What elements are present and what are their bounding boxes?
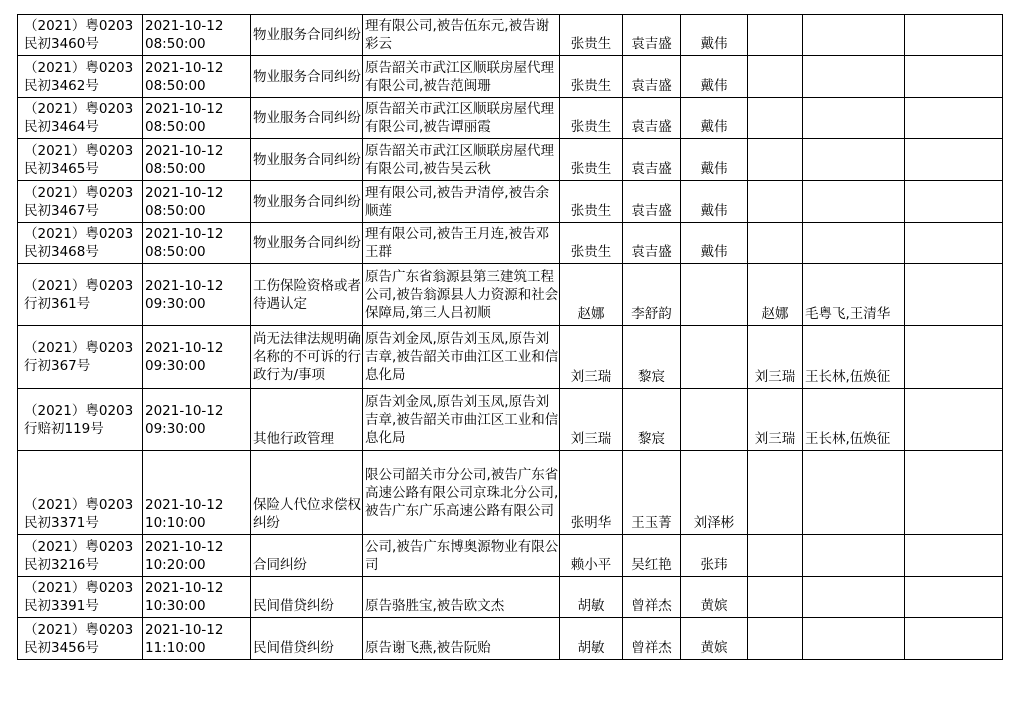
- judge-cell: 张贵生: [560, 56, 623, 98]
- extra-cell-2: 毛粤飞,王清华: [803, 264, 905, 326]
- table-row: [18, 389, 1003, 451]
- case-cause-cell: 保险人代位求偿权纠纷: [251, 451, 363, 535]
- judge-cell: 赵娜: [560, 264, 623, 326]
- hearing-time-cell: 2021-10-12 08:50:00: [143, 56, 251, 98]
- extra-cell-1: 刘三瑞: [748, 389, 803, 451]
- case-cause-cell: 物业服务合同纠纷: [251, 181, 363, 223]
- judge-cell: 张贵生: [560, 98, 623, 139]
- juror-cell: 李舒韵: [623, 264, 681, 326]
- juror-cell: 黎宸: [623, 326, 681, 389]
- table-row: [18, 264, 1003, 326]
- parties-cell: 公司,被告广东博奥源物业有限公司: [363, 535, 560, 577]
- parties-cell: 原告韶关市武江区顺联房屋代理有限公司,被告吴云秋: [363, 139, 560, 181]
- juror-cell: 吴红艳: [623, 535, 681, 577]
- extra-cell-3: [905, 15, 1003, 56]
- extra-cell-3: [905, 618, 1003, 660]
- clerk-cell: [681, 389, 748, 451]
- extra-cell-2: [803, 139, 905, 181]
- juror-cell: 曾祥杰: [623, 577, 681, 618]
- juror-cell: 曾祥杰: [623, 618, 681, 660]
- extra-cell-3: [905, 98, 1003, 139]
- juror-cell: 袁吉盛: [623, 223, 681, 264]
- hearing-time-cell: 2021-10-12 10:30:00: [143, 577, 251, 618]
- case-number-cell: （2021）粤0203 行赔初119号: [18, 389, 143, 451]
- parties-cell: 原告韶关市武江区顺联房屋代理有限公司,被告谭丽霞: [363, 98, 560, 139]
- case-number-cell: （2021）粤0203 行初367号: [18, 326, 143, 389]
- hearing-time-cell: 2021-10-12 10:10:00: [143, 451, 251, 535]
- hearing-time-cell: 2021-10-12 08:50:00: [143, 223, 251, 264]
- case-cause-cell: 物业服务合同纠纷: [251, 98, 363, 139]
- extra-cell-1: [748, 618, 803, 660]
- extra-cell-1: [748, 181, 803, 223]
- table-row: [18, 181, 1003, 223]
- extra-cell-2: [803, 618, 905, 660]
- extra-cell-1: [748, 139, 803, 181]
- clerk-cell: 戴伟: [681, 223, 748, 264]
- extra-cell-2: 王长林,伍焕征: [803, 326, 905, 389]
- juror-cell: 黎宸: [623, 389, 681, 451]
- hearing-time-cell: 2021-10-12 10:20:00: [143, 535, 251, 577]
- parties-cell: 理有限公司,被告伍东元,被告谢彩云: [363, 15, 560, 56]
- extra-cell-1: [748, 223, 803, 264]
- clerk-cell: 刘泽彬: [681, 451, 748, 535]
- extra-cell-3: [905, 56, 1003, 98]
- extra-cell-3: [905, 223, 1003, 264]
- clerk-cell: 黄嫔: [681, 577, 748, 618]
- hearing-schedule-table: [17, 14, 1003, 660]
- hearing-time-cell: 2021-10-12 08:50:00: [143, 181, 251, 223]
- judge-cell: 张贵生: [560, 139, 623, 181]
- case-number-cell: （2021）粤0203 民初3371号: [18, 451, 143, 535]
- clerk-cell: 张玮: [681, 535, 748, 577]
- extra-cell-3: [905, 326, 1003, 389]
- table-row: [18, 15, 1003, 56]
- juror-cell: 袁吉盛: [623, 181, 681, 223]
- extra-cell-1: [748, 15, 803, 56]
- hearing-time-cell: 2021-10-12 08:50:00: [143, 98, 251, 139]
- hearing-time-cell: 2021-10-12 08:50:00: [143, 15, 251, 56]
- parties-cell: 原告广东省翁源县第三建筑工程公司,被告翁源县人力资源和社会保障局,第三人吕初顺: [363, 264, 560, 326]
- extra-cell-3: [905, 535, 1003, 577]
- case-number-cell: （2021）粤0203 民初3465号: [18, 139, 143, 181]
- case-cause-cell: 其他行政管理: [251, 389, 363, 451]
- extra-cell-3: [905, 577, 1003, 618]
- parties-cell: 原告刘金凤,原告刘玉凤,原告刘吉章,被告韶关市曲江区工业和信息化局: [363, 326, 560, 389]
- parties-cell: 理有限公司,被告尹清停,被告余顺莲: [363, 181, 560, 223]
- table-row: [18, 577, 1003, 618]
- case-cause-cell: 物业服务合同纠纷: [251, 223, 363, 264]
- table-row: [18, 326, 1003, 389]
- extra-cell-2: [803, 577, 905, 618]
- extra-cell-2: 王长林,伍焕征: [803, 389, 905, 451]
- juror-cell: 王玉菁: [623, 451, 681, 535]
- parties-cell: 原告骆胜宝,被告欧文杰: [363, 577, 560, 618]
- case-number-cell: （2021）粤0203 民初3462号: [18, 56, 143, 98]
- case-cause-cell: 物业服务合同纠纷: [251, 56, 363, 98]
- judge-cell: 张贵生: [560, 223, 623, 264]
- table-row: [18, 535, 1003, 577]
- juror-cell: 袁吉盛: [623, 15, 681, 56]
- case-number-cell: （2021）粤0203 民初3460号: [18, 15, 143, 56]
- parties-cell: 原告刘金凤,原告刘玉凤,原告刘吉章,被告韶关市曲江区工业和信息化局: [363, 389, 560, 451]
- clerk-cell: 戴伟: [681, 98, 748, 139]
- judge-cell: 张贵生: [560, 15, 623, 56]
- case-number-cell: （2021）粤0203 民初3391号: [18, 577, 143, 618]
- clerk-cell: 戴伟: [681, 15, 748, 56]
- table-row: [18, 56, 1003, 98]
- extra-cell-1: 赵娜: [748, 264, 803, 326]
- judge-cell: 赖小平: [560, 535, 623, 577]
- case-number-cell: （2021）粤0203 民初3216号: [18, 535, 143, 577]
- case-number-cell: （2021）粤0203 民初3464号: [18, 98, 143, 139]
- hearing-time-cell: 2021-10-12 09:30:00: [143, 264, 251, 326]
- extra-cell-2: [803, 98, 905, 139]
- table-row: [18, 223, 1003, 264]
- case-cause-cell: 物业服务合同纠纷: [251, 15, 363, 56]
- case-number-cell: （2021）粤0203 行初361号: [18, 264, 143, 326]
- clerk-cell: [681, 264, 748, 326]
- hearing-time-cell: 2021-10-12 09:30:00: [143, 326, 251, 389]
- case-cause-cell: 民间借贷纠纷: [251, 577, 363, 618]
- judge-cell: 刘三瑞: [560, 389, 623, 451]
- extra-cell-1: [748, 577, 803, 618]
- extra-cell-2: [803, 223, 905, 264]
- extra-cell-1: 刘三瑞: [748, 326, 803, 389]
- clerk-cell: 戴伟: [681, 181, 748, 223]
- extra-cell-3: [905, 181, 1003, 223]
- case-cause-cell: 尚无法律法规明确名称的不可诉的行政行为/事项: [251, 326, 363, 389]
- case-cause-cell: 合同纠纷: [251, 535, 363, 577]
- hearing-time-cell: 2021-10-12 11:10:00: [143, 618, 251, 660]
- judge-cell: 张明华: [560, 451, 623, 535]
- judge-cell: 胡敏: [560, 577, 623, 618]
- hearing-time-cell: 2021-10-12 09:30:00: [143, 389, 251, 451]
- table-row: [18, 98, 1003, 139]
- clerk-cell: 戴伟: [681, 139, 748, 181]
- juror-cell: 袁吉盛: [623, 98, 681, 139]
- table-row: [18, 139, 1003, 181]
- judge-cell: 张贵生: [560, 181, 623, 223]
- extra-cell-2: [803, 181, 905, 223]
- table-row: [18, 451, 1003, 535]
- table-body: [18, 15, 1003, 660]
- case-number-cell: （2021）粤0203 民初3468号: [18, 223, 143, 264]
- juror-cell: 袁吉盛: [623, 56, 681, 98]
- extra-cell-2: [803, 535, 905, 577]
- clerk-cell: 黄嫔: [681, 618, 748, 660]
- parties-cell: 限公司韶关市分公司,被告广东省高速公路有限公司京珠北分公司,被告广东广乐高速公路有限公司: [363, 451, 560, 535]
- case-cause-cell: 民间借贷纠纷: [251, 618, 363, 660]
- case-cause-cell: 物业服务合同纠纷: [251, 139, 363, 181]
- parties-cell: 原告谢飞燕,被告阮贻: [363, 618, 560, 660]
- parties-cell: 原告韶关市武江区顺联房屋代理有限公司,被告范闽珊: [363, 56, 560, 98]
- extra-cell-2: [803, 15, 905, 56]
- extra-cell-2: [803, 56, 905, 98]
- clerk-cell: [681, 326, 748, 389]
- extra-cell-1: [748, 56, 803, 98]
- hearing-time-cell: 2021-10-12 08:50:00: [143, 139, 251, 181]
- case-number-cell: （2021）粤0203 民初3456号: [18, 618, 143, 660]
- extra-cell-3: [905, 139, 1003, 181]
- case-cause-cell: 工伤保险资格或者待遇认定: [251, 264, 363, 326]
- parties-cell: 理有限公司,被告王月连,被告邓王群: [363, 223, 560, 264]
- extra-cell-3: [905, 451, 1003, 535]
- table-row: [18, 618, 1003, 660]
- extra-cell-3: [905, 264, 1003, 326]
- extra-cell-1: [748, 535, 803, 577]
- extra-cell-1: [748, 98, 803, 139]
- extra-cell-2: [803, 451, 905, 535]
- clerk-cell: 戴伟: [681, 56, 748, 98]
- judge-cell: 刘三瑞: [560, 326, 623, 389]
- extra-cell-1: [748, 451, 803, 535]
- judge-cell: 胡敏: [560, 618, 623, 660]
- case-number-cell: （2021）粤0203 民初3467号: [18, 181, 143, 223]
- juror-cell: 袁吉盛: [623, 139, 681, 181]
- extra-cell-3: [905, 389, 1003, 451]
